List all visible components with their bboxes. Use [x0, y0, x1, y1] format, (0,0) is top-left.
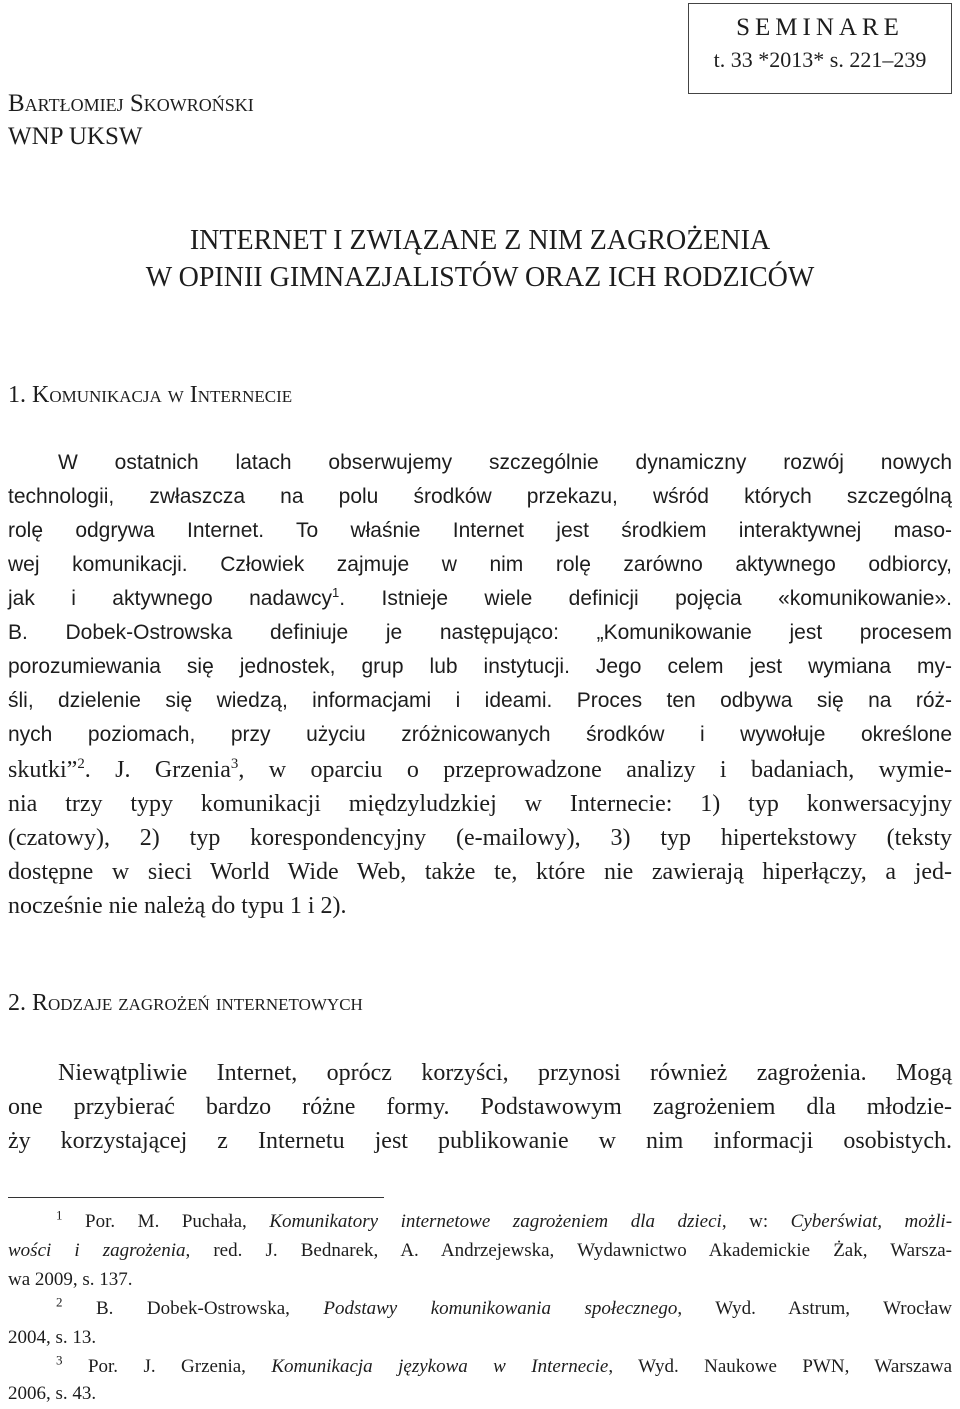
- footnote-2: $^2$ B. Dobek-Ostrowska, Podstawy komunikowania społecznego, Wyd. Astrum, Wrocław: [56, 1294, 952, 1319]
- body-line: W ostatnich latach obserwujemy szczególnie dynamiczny rozwój nowych: [58, 451, 952, 474]
- body-line: wej komunikacji. Człowiek zajmuje w nim rolę zarówno aktywnego odbiorcy,: [8, 553, 952, 576]
- body-line: porozumiewania się jednostek, grup lub instytucji. Jego celem jest wymiana my-: [8, 655, 952, 678]
- footnote-separator: [8, 1197, 384, 1198]
- journal-info-box: [688, 3, 952, 94]
- footnote-ref-1[interactable]: 1: [332, 585, 340, 600]
- body-line: rolę odgrywa Internet. To właśnie Internet jest środkiem interaktywnej maso-: [8, 519, 952, 542]
- section-heading-2: 2. Rodzaje zagrożeń internetowych: [8, 990, 363, 1016]
- body-line: jak i aktywnego nadawcy$^1$. Istnieje wiele definicji pojęcia «komunikowanie».: [8, 585, 953, 610]
- body-line: dostępne w sieci World Wide Web, także te, które nie zawierają hiperłączy, a jed-: [8, 859, 952, 885]
- author-name: Bartłomiej Skowroński: [8, 90, 254, 117]
- body-line: technologii, zwłaszcza na polu środków przekazu, wśród których szczególną: [8, 485, 952, 508]
- footnote-1-line-2: wości i zagrożenia, red. J. Bednarek, A. Andrzejewska, Wydawnictwo Akademickie Żak, Warsza-: [8, 1240, 953, 1261]
- body-line: ży korzystającej z Internetu jest publikowanie w nim informacji osobistych.: [8, 1128, 952, 1154]
- article-title-line-2: W OPINII GIMNAZJALISTÓW ORAZ ICH RODZICÓW: [145, 262, 815, 293]
- article-title-line-1: INTERNET I ZWIĄZANE Z NIM ZAGROŻENIA: [189, 225, 771, 256]
- author-affiliation: WNP UKSW: [8, 123, 143, 150]
- section-heading-1: 1. Komunikacja w Internecie: [8, 382, 293, 408]
- body-line: nych poziomach, przy użyciu zróżnicowanych środków i wywołuje określone: [8, 723, 952, 746]
- footnote-2-line-2: 2004, s. 13.: [8, 1327, 97, 1348]
- footnote-1: $^1$ Por. M. Puchała, Komunikatory internetowe zagrożeniem dla dzieci, w: Cyberświat, możli-: [56, 1207, 953, 1232]
- footnote-ref-2[interactable]: 2: [77, 756, 85, 772]
- body-line: skutki”$^2$. J. Grzenia$^3$, w oparciu o przeprowadzone analizy i badaniach, wymie-: [8, 756, 952, 783]
- footnote-3-line-2: 2006, s. 43.: [8, 1383, 97, 1404]
- footnote-ref-3[interactable]: 3: [230, 756, 239, 772]
- body-line: nocześnie nie należą do typu 1 i 2).: [8, 893, 347, 919]
- footnote-1-line-3: wa 2009, s. 137.: [8, 1269, 133, 1290]
- body-line: B. Dobek-Ostrowska definiuje je następująco: „Komunikowanie jest procesem: [8, 621, 952, 644]
- journal-name: SEMINARE: [736, 14, 904, 41]
- footnote-3: $^3$ Por. J. Grzenia, Komunikacja językowa w Internecie, Wyd. Naukowe PWN, Warszawa: [56, 1352, 953, 1377]
- body-line: one przybierać bardzo różne formy. Podstawowym zagrożeniem dla młodzie-: [8, 1094, 952, 1120]
- journal-issue: t. 33 *2013* s. 221–239: [713, 47, 927, 72]
- body-line: śli, dzielenie się wiedzą, informacjami i ideami. Proces ten odbywa się na róż-: [8, 689, 952, 712]
- body-line: (czatowy), 2) typ korespondencyjny (e-mailowy), 3) typ hipertekstowy (teksty: [8, 825, 952, 851]
- body-line: nia trzy typy komunikacji międzyludzkiej w Internecie: 1) typ konwersacyjny: [8, 791, 952, 817]
- body-line: Niewątpliwie Internet, oprócz korzyści, przynosi również zagrożenia. Mogą: [58, 1060, 952, 1086]
